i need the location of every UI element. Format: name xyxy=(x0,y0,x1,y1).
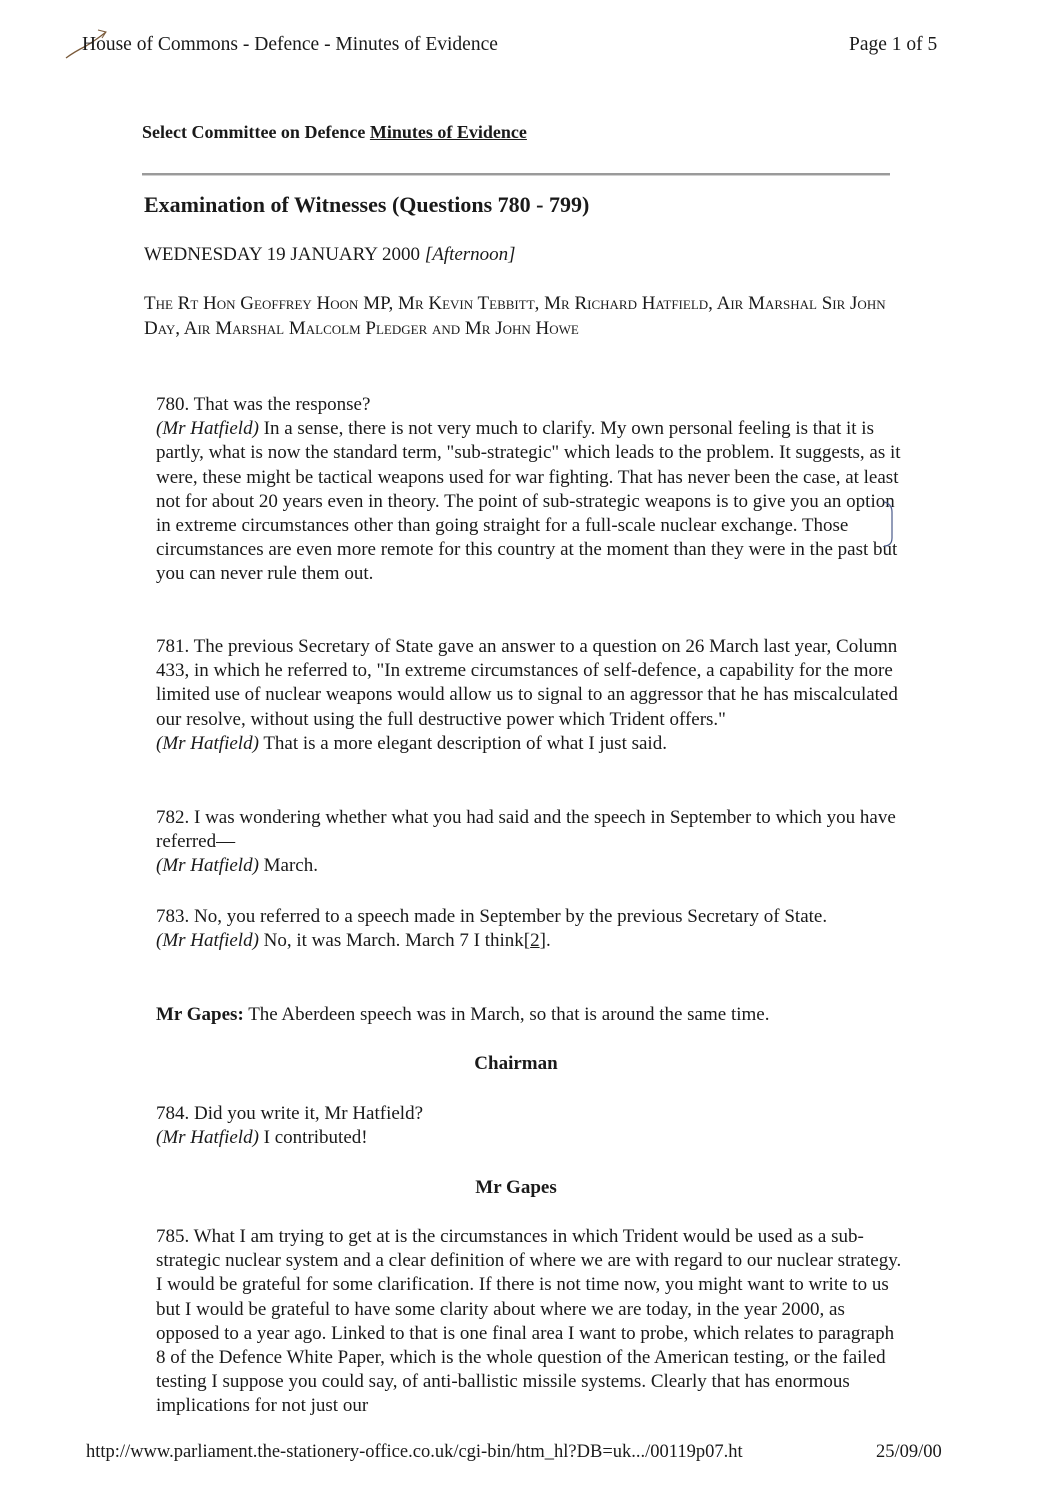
question-783 xyxy=(144,905,904,953)
answer-block xyxy=(144,929,904,953)
question-text: 782. I was wondering whether what you had said and the speech in September to which you have referred— xyxy=(156,807,896,853)
question-780 xyxy=(144,393,904,587)
answer-text: March. xyxy=(258,855,318,877)
answer-text: That is a more elegant description of what I just said. xyxy=(258,732,667,754)
footer-url: http://www.parliament.the-stationery-office.co.uk/cgi-bin/htm_hl?DB=uk.../00119p07.ht xyxy=(86,1442,743,1462)
answer-text: In a sense, there is not very much to clarify. My own personal feeling is that it is partly, what is now the standard term, "sub-strategic" which leads to the problem. It suggests, as it were, these might be tactical weapons used for war fighting. That has never been the case, at least not for about 20 years even in theory. The point of sub-strategic weapons is to give you an option in extreme circumstances other than going straight for a full-scale nuclear exchange. Those circumstances are even more remote for this country at the moment than they were in the past but you can never rule them out. xyxy=(156,418,901,585)
horizontal-divider xyxy=(142,173,890,176)
witness-list: The Rt Hon Geoffrey Hoon MP, Mr Kevin Tebbitt, Mr Richard Hatfield, Air Marshal Sir John Day, Air Marshal Malcolm Pledger and Mr John Howe xyxy=(144,293,886,339)
question-text: 783. No, you referred to a speech made in September by the previous Secretary of State. xyxy=(156,906,828,927)
answer-block xyxy=(144,1126,904,1150)
session-text: [Afternoon] xyxy=(424,244,516,265)
gapes-remark xyxy=(144,1003,904,1027)
date-text: WEDNESDAY 19 JANUARY 2000 xyxy=(144,244,425,265)
footnote-bracket: ]. xyxy=(539,930,551,952)
footer-date: 25/09/00 xyxy=(876,1442,942,1462)
session-date xyxy=(144,244,516,266)
section-heading-mr-gapes: Mr Gapes xyxy=(475,1177,557,1198)
handwritten-bracket-mark xyxy=(880,500,900,550)
answer-speaker: (Mr Hatfield) xyxy=(156,1127,259,1149)
examination-title: Examination of Witnesses (Questions 780 - 799) xyxy=(144,192,590,217)
question-text: 781. The previous Secretary of State gave an answer to a question on 26 March last year, Column 433, in which he referred to, "In extreme circumstances of self-defence, a capability for the more limited use of nuclear weapons would allow us to signal to an aggressor that he has miscalculated our resolve, without using the full destructive power which Trident offers." xyxy=(156,636,898,730)
section-heading-chairman: Chairman xyxy=(474,1053,558,1074)
page-number: Page 1 of 5 xyxy=(849,34,938,55)
answer-speaker: (Mr Hatfield) xyxy=(156,930,259,952)
committee-heading xyxy=(142,122,527,143)
question-text: 780. That was the response? xyxy=(156,394,371,415)
answer-block xyxy=(144,854,904,878)
committee-name: Select Committee on Defence xyxy=(142,122,370,142)
question-782 xyxy=(144,806,904,879)
answer-speaker: (Mr Hatfield) xyxy=(156,855,259,877)
speaker-name: Mr Gapes: xyxy=(156,1004,244,1025)
answer-block xyxy=(144,417,904,586)
answer-text: No, it was March. March 7 I think xyxy=(258,930,524,952)
answer-speaker: (Mr Hatfield) xyxy=(156,418,259,440)
question-text: 784. Did you write it, Mr Hatfield? xyxy=(156,1103,424,1124)
footnote-bracket: [ xyxy=(523,930,531,952)
minutes-of-evidence-link[interactable]: Minutes of Evidence xyxy=(369,122,527,142)
answer-block xyxy=(144,732,904,756)
question-text: 785. What I am trying to get at is the circumstances in which Trident would be used as a sub-strategic nuclear system and a clear definition of where we are with regard to our nuclear strategy. I would be grateful for some clarification. If there is not time now, you might want to write to us but I would be grateful to have some clarity about where we are today, in the year 2000, as opposed to a year ago. Linked to that is one final area I want to probe, which relates to paragraph 8 of the Defence White Paper, which is the whole question of the American testing, or the failed testing I suppose you could say, of anti-ballistic missile systems. Clearly that has enormous implications for not just our xyxy=(156,1226,902,1417)
answer-speaker: (Mr Hatfield) xyxy=(156,732,259,754)
question-785 xyxy=(144,1225,904,1419)
answer-text: I contributed! xyxy=(258,1127,368,1149)
document-header-title: House of Commons - Defence - Minutes of Evidence xyxy=(82,34,498,55)
question-784 xyxy=(144,1102,904,1150)
question-781 xyxy=(144,635,904,756)
remark-text: The Aberdeen speech was in March, so that is around the same time. xyxy=(243,1004,770,1025)
footnote-link[interactable]: 2 xyxy=(530,930,540,952)
